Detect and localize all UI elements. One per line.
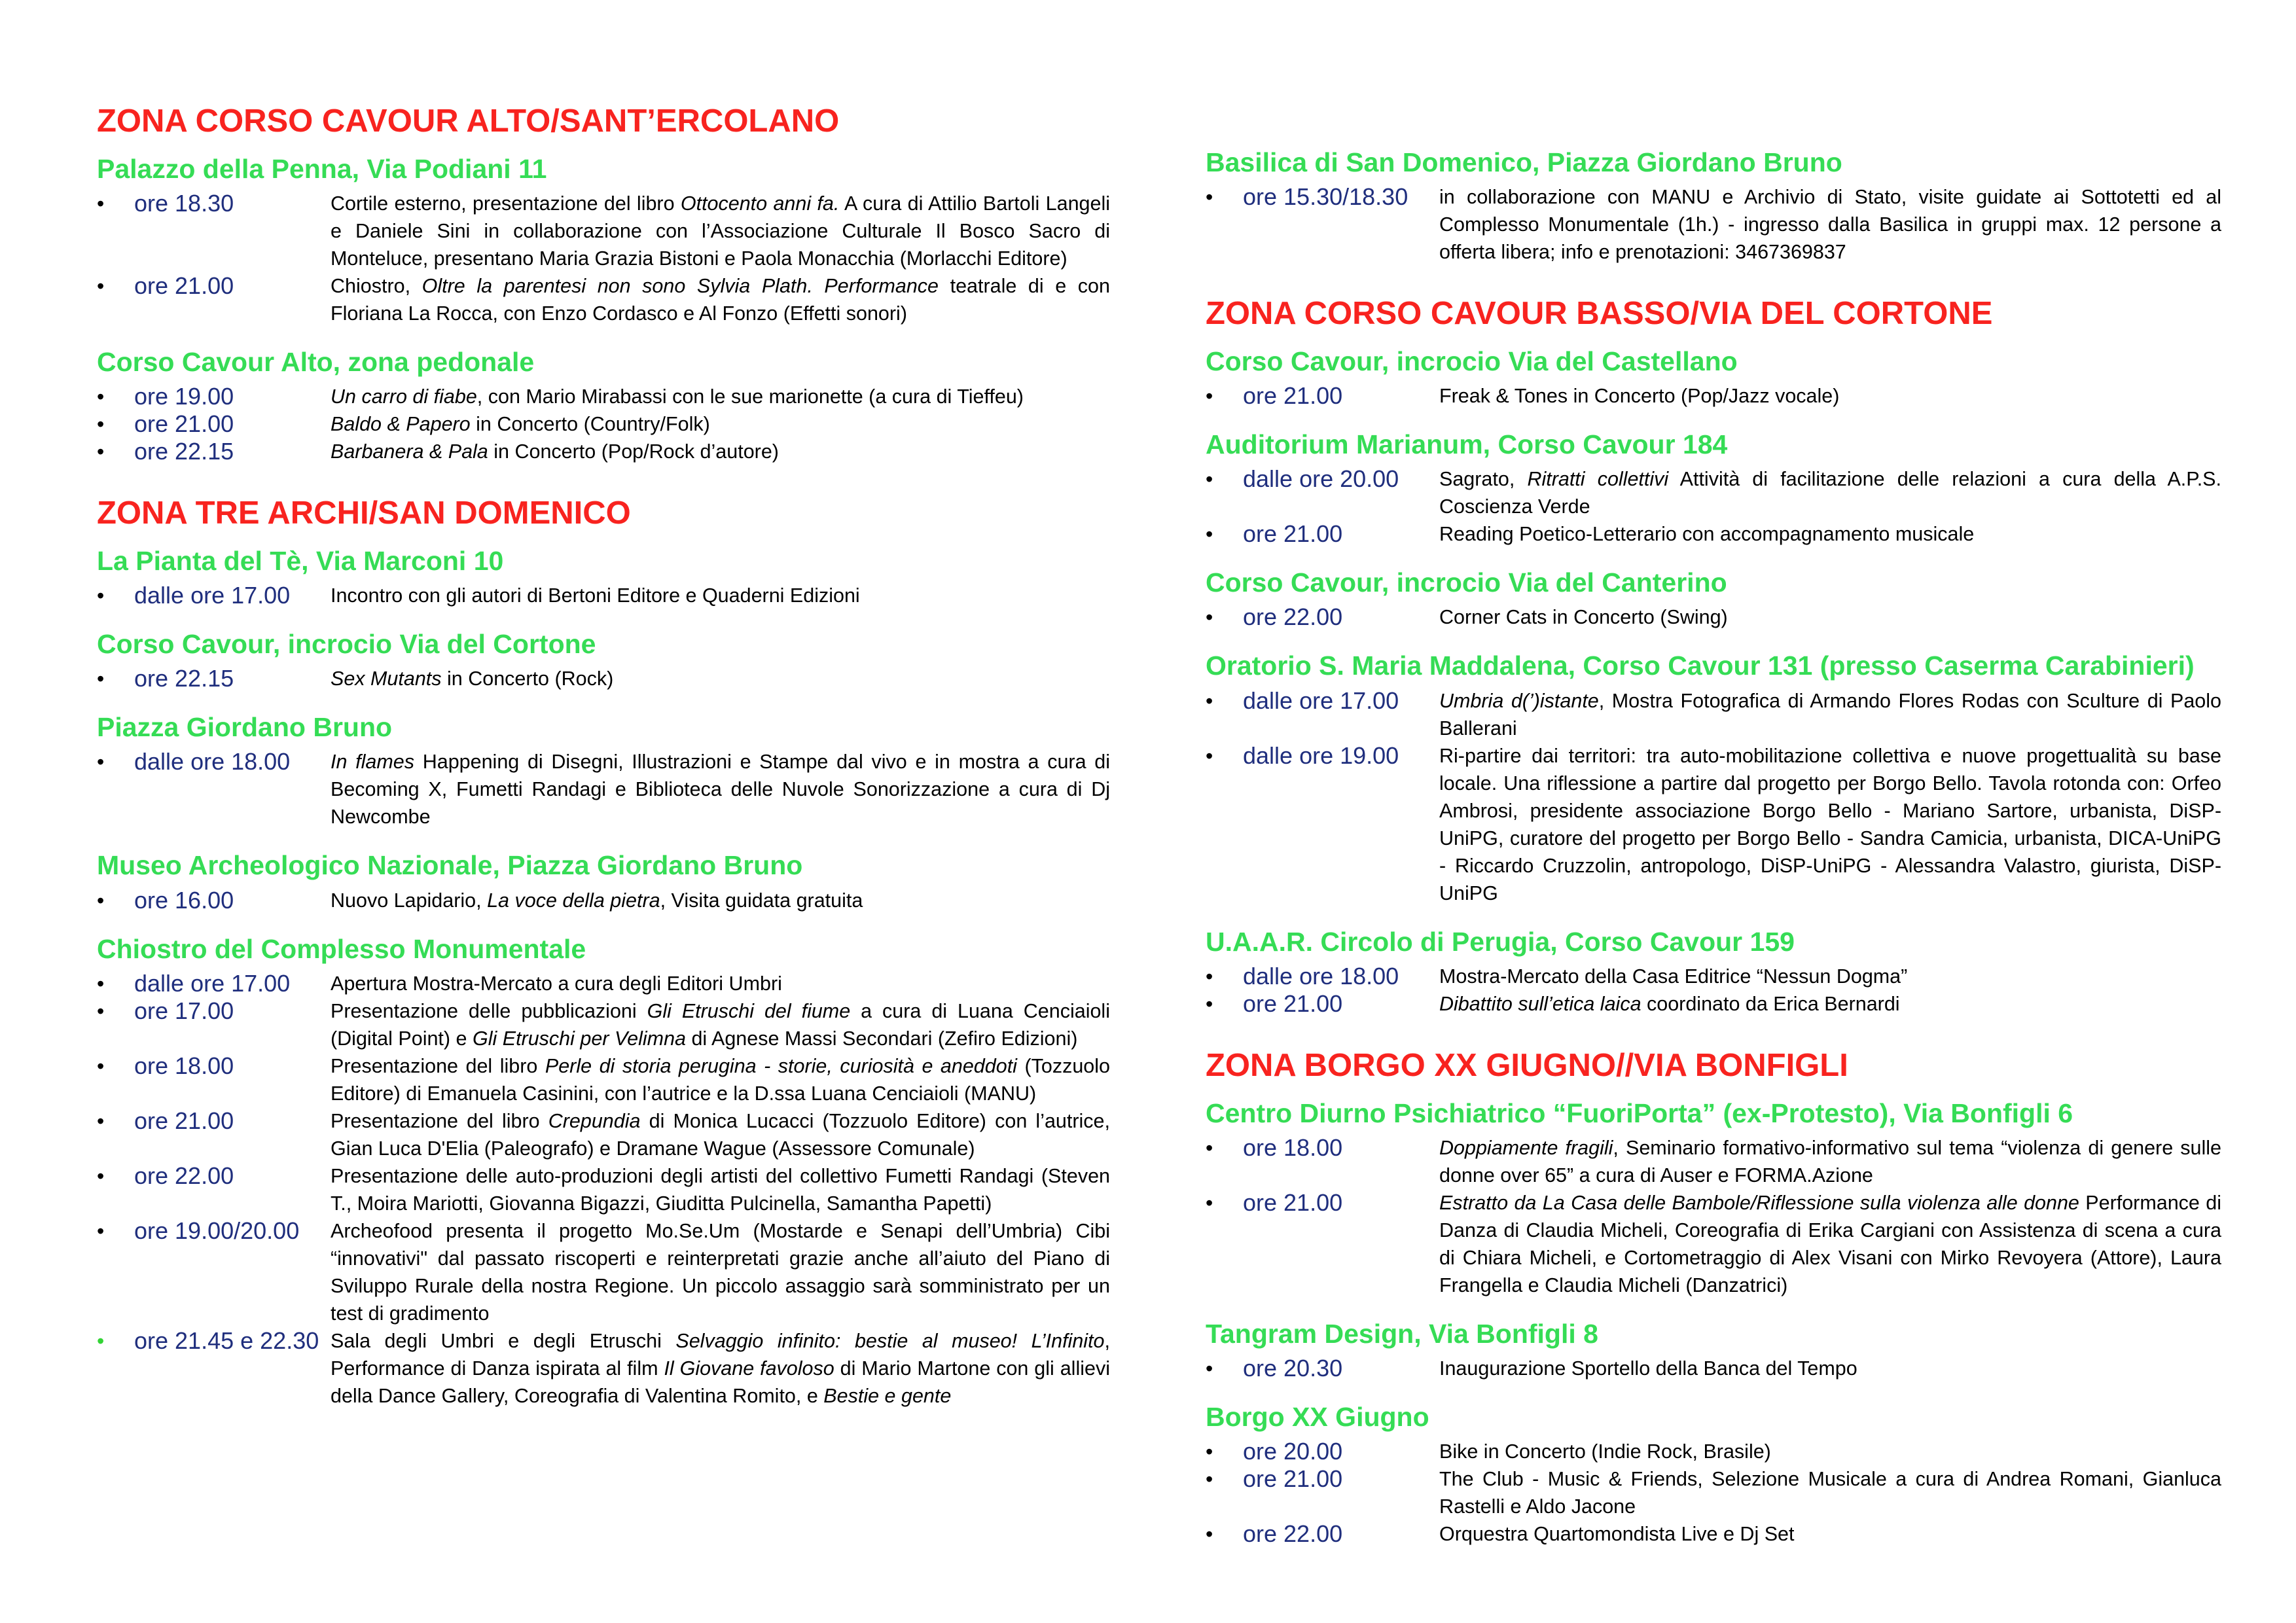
bullet-icon: • — [1206, 991, 1213, 1016]
event-description: Baldo & Papero in Concerto (Country/Folk) — [331, 413, 710, 436]
event-time: dalle ore 17.00 — [134, 969, 291, 997]
venue-section — [1206, 1098, 2221, 1299]
venue-heading: Corso Cavour, incrocio Via del Canterino — [1206, 567, 1727, 598]
bullet-icon: • — [1206, 1467, 1213, 1491]
event-row — [1206, 382, 2221, 410]
bullet-icon: • — [97, 440, 105, 464]
event-row — [1206, 742, 2221, 907]
event-description: Presentazione del libro Perle di storia perugina - storie, curiosità e aneddoti (Tozzuolo Editore) di Emanuela Casinini, con l’autrice e la D.ssa Luana Cenciaioli (MANU) — [331, 1054, 1110, 1105]
bullet-icon: • — [97, 1329, 105, 1353]
venue-section — [97, 850, 1110, 914]
zone-heading: ZONA CORSO CAVOUR BASSO/VIA DEL CORTONE — [1206, 296, 1993, 332]
event-description: Orquestra Quartomondista Live e Dj Set — [1439, 1523, 1795, 1546]
venue-section — [97, 712, 1110, 830]
event-time: dalle ore 17.00 — [1243, 687, 1399, 714]
event-description: Inaugurazione Sportello della Banca del Tempo — [1439, 1357, 1857, 1380]
venue-section — [1206, 927, 2221, 1018]
event-row — [1206, 1465, 2221, 1520]
event-row — [97, 438, 1110, 465]
event-time: ore 19.00 — [134, 383, 234, 410]
event-description: Incontro con gli autori di Bertoni Editore e Quaderni Edizioni — [331, 584, 860, 607]
venue-heading: Auditorium Marianum, Corso Cavour 184 — [1206, 429, 1728, 460]
bullet-icon: • — [97, 584, 105, 608]
bullet-icon: • — [1206, 964, 1213, 988]
event-description: Corner Cats in Concerto (Swing) — [1439, 606, 1728, 629]
event-row — [97, 410, 1110, 438]
event-row — [97, 1327, 1110, 1410]
bullet-icon: • — [1206, 743, 1213, 768]
event-time: ore 17.00 — [134, 997, 234, 1024]
event-time: ore 18.00 — [134, 1052, 234, 1079]
zone-heading: ZONA CORSO CAVOUR ALTO/SANT’ERCOLANO — [97, 103, 840, 139]
event-time: dalle ore 19.00 — [1243, 741, 1399, 769]
event-time: ore 19.00/20.00 — [134, 1217, 300, 1244]
venue-heading: Palazzo della Penna, Via Podiani 11 — [97, 153, 547, 184]
bullet-icon: • — [97, 385, 105, 409]
zone-heading: ZONA TRE ARCHI/SAN DOMENICO — [97, 495, 631, 531]
event-description: Dibattito sull’etica laica coordinato da Erica Bernardi — [1439, 992, 1900, 1015]
bullet-icon: • — [1206, 467, 1213, 491]
venue-heading: Basilica di San Domenico, Piazza Giordano Bruno — [1206, 147, 1842, 177]
bullet-icon: • — [1206, 1135, 1213, 1160]
venue-section — [97, 546, 1110, 609]
bullet-icon: • — [1206, 1440, 1213, 1464]
venue-section — [1206, 346, 2221, 410]
bullet-icon: • — [97, 971, 105, 995]
event-row — [1206, 687, 2221, 742]
bullet-icon: • — [1206, 522, 1213, 546]
bullet-icon: • — [1206, 185, 1213, 209]
event-row — [97, 970, 1110, 997]
bullet-icon: • — [97, 1054, 105, 1078]
venue-section — [1206, 651, 2221, 906]
event-description: Nuovo Lapidario, La voce della pietra, Visita guidata gratuita — [331, 889, 863, 912]
event-row — [1206, 963, 2221, 990]
event-description: Reading Poetico-Letterario con accompagnamento musicale — [1439, 523, 1975, 546]
bullet-icon: • — [1206, 605, 1213, 630]
event-row — [97, 887, 1110, 914]
bullet-icon: • — [1206, 1190, 1213, 1215]
event-row — [97, 665, 1110, 692]
event-row — [97, 383, 1110, 410]
event-description: Sala degli Umbri e degli Etruschi Selvaggio infinito: bestie al museo! L’Infinito, Performance di Danza ispirata al film Il Giovane favoloso di Mario Martone con gli allievi della Dance Gallery, Coreografia di Valentina Romito, e Bestie e gente — [331, 1329, 1110, 1407]
event-row — [1206, 465, 2221, 520]
event-time: ore 22.00 — [1243, 1520, 1343, 1548]
bullet-icon: • — [97, 1109, 105, 1133]
event-row — [97, 190, 1110, 272]
event-row — [1206, 520, 2221, 548]
event-time: dalle ore 18.00 — [134, 748, 291, 776]
event-description: Sagrato, Ritratti collettivi Attività di facilitazione delle relazioni a cura della A.P.S. Coscienza Verde — [1439, 468, 2221, 518]
venue-section — [97, 154, 1110, 327]
bullet-icon: • — [97, 1164, 105, 1188]
event-description: Bike in Concerto (Indie Rock, Brasile) — [1439, 1440, 1771, 1463]
event-description: Umbria d(’)istante, Mostra Fotografica di Armando Flores Rodas con Sculture di Paolo Ballerani — [1439, 689, 2221, 740]
event-row — [97, 1162, 1110, 1217]
bullet-icon: • — [97, 274, 105, 298]
event-row — [1206, 183, 2221, 266]
venue-heading: Corso Cavour, incrocio Via del Castellano — [1206, 346, 1738, 377]
bullet-icon: • — [97, 999, 105, 1023]
bullet-icon: • — [97, 1219, 105, 1243]
venue-heading: U.A.A.R. Circolo di Perugia, Corso Cavour 159 — [1206, 926, 1795, 957]
event-time: ore 21.00 — [1243, 1188, 1343, 1216]
bullet-icon: • — [1206, 688, 1213, 713]
event-row — [1206, 1438, 2221, 1465]
event-description: Freak & Tones in Concerto (Pop/Jazz vocale) — [1439, 385, 1840, 408]
bullet-icon: • — [97, 888, 105, 912]
event-row — [97, 1052, 1110, 1107]
bullet-icon: • — [97, 192, 105, 216]
bullet-icon: • — [1206, 1522, 1213, 1546]
column-right — [1206, 147, 2221, 1548]
venue-section — [1206, 567, 2221, 631]
event-time: dalle ore 18.00 — [1243, 962, 1399, 990]
event-row — [97, 748, 1110, 830]
event-description: The Club - Music & Friends, Selezione Musicale a cura di Andrea Romani, Gianluca Rastelli e Aldo Jacone — [1439, 1468, 2221, 1518]
event-description: Presentazione delle pubblicazioni Gli Etruschi del fiume a cura di Luana Cenciaioli (Digital Point) e Gli Etruschi per Velimna di Agnese Massi Secondari (Zefiro Edizioni) — [331, 999, 1110, 1050]
event-row — [97, 1217, 1110, 1327]
event-description: Chiostro, Oltre la parentesi non sono Sylvia Plath. Performance teatrale di e con Floriana La Rocca, con Enzo Cordasco e Al Fonzo (Effetti sonori) — [331, 275, 1110, 325]
venue-section — [1206, 429, 2221, 548]
venue-section — [97, 934, 1110, 1410]
venue-section — [97, 347, 1110, 465]
event-time: ore 21.00 — [1243, 520, 1343, 548]
event-description: Presentazione del libro Crepundia di Monica Lucacci (Tozzuolo Editore) con l’autrice, Gian Luca D'Elia (Paleografo) e Dramane Wague (Assessore Comunale) — [331, 1109, 1110, 1160]
bullet-icon: • — [97, 667, 105, 691]
venue-heading: Corso Cavour Alto, zona pedonale — [97, 347, 535, 378]
bullet-icon: • — [1206, 1356, 1213, 1380]
event-row — [1206, 990, 2221, 1018]
column-left — [97, 103, 1110, 1410]
event-description: in collaborazione con MANU e Archivio di Stato, visite guidate ai Sottotetti ed al Complesso Monumentale (1h.) - ingresso dalla Basilica in gruppi max. 12 persone a offerta libera; info e prenotazioni: 3467369837 — [1439, 186, 2221, 264]
venue-section — [97, 629, 1110, 692]
zone-heading: ZONA BORGO XX GIUGNO//VIA BONFIGLI — [1206, 1047, 1848, 1083]
event-description: Apertura Mostra-Mercato a cura degli Editori Umbri — [331, 972, 782, 995]
event-time: ore 22.00 — [1243, 603, 1343, 631]
venue-heading: Chiostro del Complesso Monumentale — [97, 933, 586, 964]
venue-section — [1206, 1402, 2221, 1548]
venue-heading: Museo Archeologico Nazionale, Piazza Giordano Bruno — [97, 850, 803, 881]
event-time: ore 21.00 — [134, 1107, 234, 1134]
event-time: ore 20.30 — [1243, 1354, 1343, 1382]
event-time: ore 21.45 e 22.30 — [134, 1327, 319, 1354]
event-time: ore 15.30/18.30 — [1243, 183, 1408, 211]
bullet-icon: • — [97, 750, 105, 774]
venue-section — [1206, 147, 2221, 266]
event-description: Ri-partire dai territori: tra auto-mobilitazione collettiva e nuove progettualità su base locale. Una riflessione a partire dal progetto per Borgo Bello. Tavola rotonda con: Orfeo Ambrosi, presidente associazione Borgo Bello - Mariano Sartore, urbanista, DiSP-UniPG, curatore del progetto per Borgo Bello - Sandra Camicia, urbanista, DICA-UniPG - Riccardo Cruzzolin, antropologo, DiSP-UniPG - Alessandra Valastro, giurista, DiSP-UniPG — [1439, 744, 2221, 904]
event-row — [97, 272, 1110, 327]
event-time: ore 21.00 — [1243, 990, 1343, 1017]
event-description: Presentazione delle auto-produzioni degli artisti del collettivo Fumetti Randagi (Steven T., Moira Mariotti, Giovanna Bigazzi, Giuditta Pulcinella, Samantha Papetti) — [331, 1164, 1110, 1215]
event-description: Barbanera & Pala in Concerto (Pop/Rock d’autore) — [331, 440, 779, 463]
event-time: ore 18.30 — [134, 190, 234, 217]
event-time: ore 21.00 — [134, 272, 234, 300]
event-description: Sex Mutants in Concerto (Rock) — [331, 668, 614, 690]
event-row — [97, 582, 1110, 609]
event-description: Cortile esterno, presentazione del libro Ottocento anni fa. A cura di Attilio Bartoli Langeli e Daniele Sini in collaborazione con l’Associazione Culturale Il Bosco Sacro di Monteluce, presentano Maria Grazia Bistoni e Paola Monacchia (Morlacchi Editore) — [331, 192, 1111, 270]
event-row — [97, 1107, 1110, 1162]
venue-heading: Tangram Design, Via Bonfigli 8 — [1206, 1318, 1598, 1349]
event-time: dalle ore 20.00 — [1243, 465, 1399, 493]
event-description: Estratto da La Casa delle Bambole/Riflessione sulla violenza alle donne Performance di Danza di Claudia Micheli, Coreografia di Erika Cargiani con Assistenza di scena a cura di Chiara Micheli, e Cortometraggio di Alex Visani con Mirko Revoyera (Attore), Laura Frangella e Claudia Micheli (Danzatrici) — [1439, 1191, 2221, 1296]
event-row — [1206, 1189, 2221, 1299]
event-time: ore 21.00 — [1243, 382, 1343, 410]
venue-section — [1206, 1319, 2221, 1382]
event-row — [1206, 1355, 2221, 1382]
event-row — [97, 997, 1110, 1052]
event-row — [1206, 603, 2221, 631]
event-description: Doppiamente fragili, Seminario formativo-informativo sul tema “violenza di genere sulle donne over 65” a cura di Auser e FORMA.Azione — [1439, 1136, 2221, 1186]
venue-heading: Corso Cavour, incrocio Via del Cortone — [97, 629, 596, 660]
venue-heading: Borgo XX Giugno — [1206, 1401, 1429, 1432]
event-description: Un carro di fiabe, con Mario Mirabassi con le sue marionette (a cura di Tieffeu) — [331, 385, 1024, 408]
bullet-icon: • — [1206, 384, 1213, 408]
event-description: In flames Happening di Disegni, Illustrazioni e Stampe dal vivo e in mostra a cura di Becoming X, Fumetti Randagi e Biblioteca delle Nuvole Sonorizzazione a cura di Dj Newcombe — [331, 751, 1110, 829]
event-time: ore 22.15 — [134, 665, 234, 692]
event-row — [1206, 1134, 2221, 1189]
venue-heading: La Pianta del Tè, Via Marconi 10 — [97, 546, 504, 577]
event-time: dalle ore 17.00 — [134, 582, 291, 609]
event-time: ore 22.15 — [134, 438, 234, 465]
event-time: ore 21.00 — [1243, 1465, 1343, 1493]
event-description: Archeofood presenta il progetto Mo.Se.Um (Mostarde e Senapi dell’Umbria) Cibi “innovativi" dal passato riscoperti e reinterpretati grazie anche all’aiuto del Piano di Sviluppo Rurale della nostra Regione. Un piccolo assaggio sarà somministrato per un test di gradimento — [331, 1219, 1110, 1325]
event-time: ore 22.00 — [134, 1162, 234, 1189]
bullet-icon: • — [97, 412, 105, 437]
event-time: ore 20.00 — [1243, 1438, 1343, 1465]
event-description: Mostra-Mercato della Casa Editrice “Nessun Dogma” — [1439, 965, 1908, 988]
event-row — [1206, 1520, 2221, 1548]
venue-heading: Piazza Giordano Bruno — [97, 712, 393, 743]
event-time: ore 21.00 — [134, 410, 234, 438]
venue-heading: Centro Diurno Psichiatrico “FuoriPorta” (ex-Protesto), Via Bonfigli 6 — [1206, 1097, 2073, 1128]
venue-heading: Oratorio S. Maria Maddalena, Corso Cavour 131 (presso Caserma Carabinieri) — [1206, 651, 2195, 681]
event-time: ore 18.00 — [1243, 1133, 1343, 1161]
event-time: ore 16.00 — [134, 886, 234, 914]
